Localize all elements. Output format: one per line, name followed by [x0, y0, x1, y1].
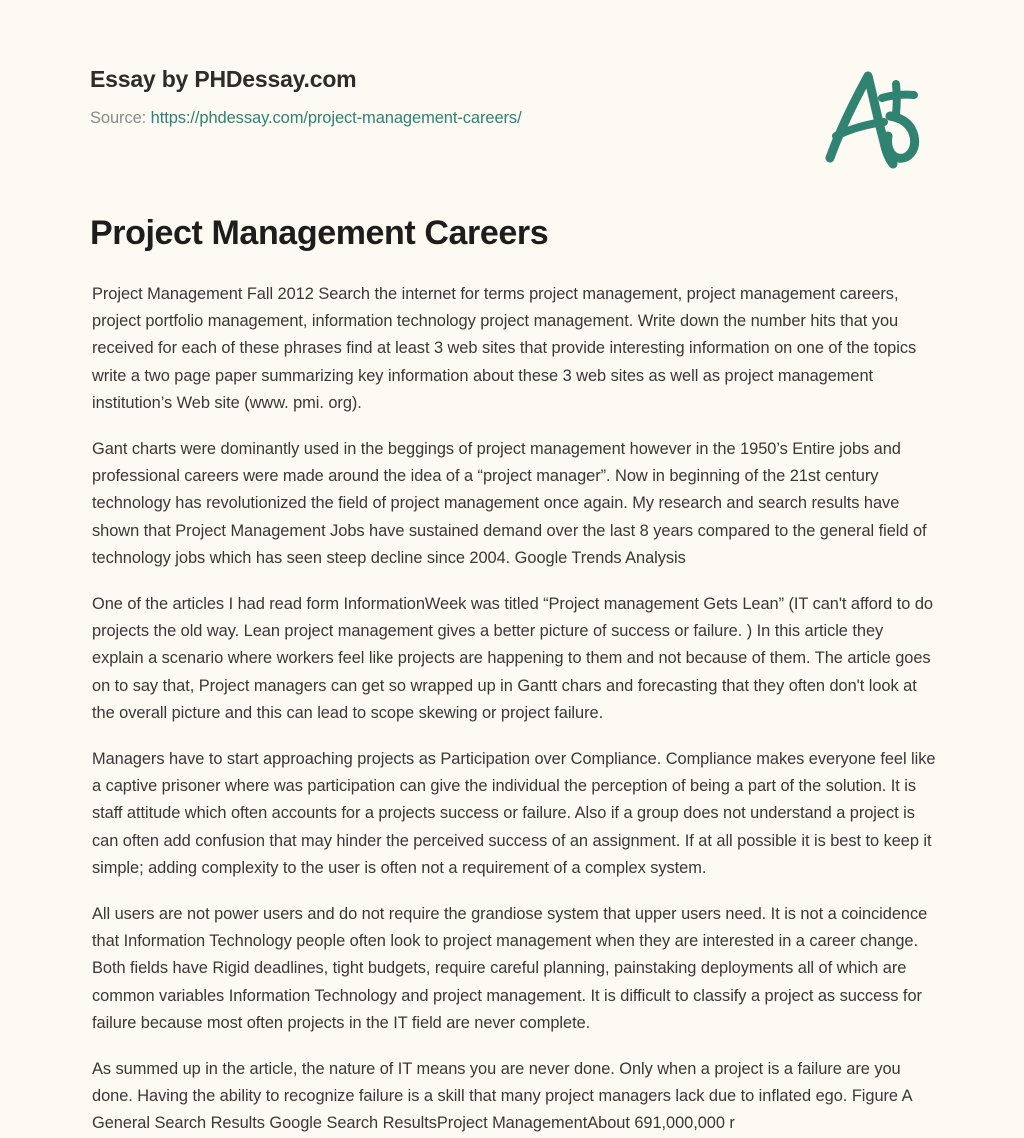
- paragraph: Project Management Fall 2012 Search the internet for terms project management, project management careers, project portfolio management, information technology project management. Write down the number hits that you received for each of these phrases find at least 3 web sites that provide interesting information on one of the topics write a two page paper summarizing key information about these 3 web sites as well as project management institution’s Web site (www. pmi. org).: [92, 285, 917, 412]
- paragraph: One of the articles I had read form InformationWeek was titled “Project management Gets Lean” (IT can't afford to do projects the old way. Lean project management gives a better picture of success or failure. ) In this article they explain a scenario where workers feel like projects are happening to them and not because of them. The article goes on to say that, Project managers can get so wrapped up in Gantt chars and forecasting that they often don't look at the overall picture and this can lead to scope skewing or project failure.: [92, 595, 933, 722]
- source-label: Source:: [90, 108, 147, 127]
- paragraph: Managers have to start approaching projects as Participation over Compliance. Compliance makes everyone feel like a captive prisoner where was participation can give the individual the perception of being a part of the solution. It is staff attitude which often accounts for a projects success or failure. Also if a group does not understand a project is can often add confusion that may hinder the perceived success of an assignment. If at all possible it is best to keep it simple; adding complexity to the user is often not a requirement of a complex system.: [92, 750, 936, 877]
- paragraph: All users are not power users and do not require the grandiose system that upper users need. It is not a coincidence that Information Technology people often look to project management when they are interested in a career change. Both fields have Rigid deadlines, tight budgets, require careful planning, painstaking deployments all of which are common variables Information Technology and project management. It is difficult to classify a project as success for failure because most often projects in the IT field are never complete.: [92, 905, 928, 1032]
- page-title: Project Management Careers: [90, 214, 549, 252]
- source-url-link[interactable]: https://phdessay.com/project-management-careers/: [150, 108, 522, 127]
- essay-body: [92, 281, 937, 1138]
- aplus-logo-icon: [812, 58, 928, 170]
- paragraph: As summed up in the article, the nature of IT means you are never done. Only when a project is a failure are you done. Having the ability to recognize failure is a skill that many project managers lack due to inflated ego. Figure A General Search Results Google Search ResultsProject ManagementAbout 691,000,000 r: [92, 1060, 912, 1133]
- brand-title: Essay by PHDessay.com: [90, 66, 357, 92]
- paragraph: Gant charts were dominantly used in the beggings of project management however in the 1950’s Entire jobs and professional careers were made around the idea of a “project manager”. Now in beginning of the 21st century technology has revolutionized the field of project management once again. My research and search results have shown that Project Management Jobs have sustained demand over the last 8 years compared to the general field of technology jobs which has seen steep decline since 2004. Google Trends Analysis: [92, 440, 927, 567]
